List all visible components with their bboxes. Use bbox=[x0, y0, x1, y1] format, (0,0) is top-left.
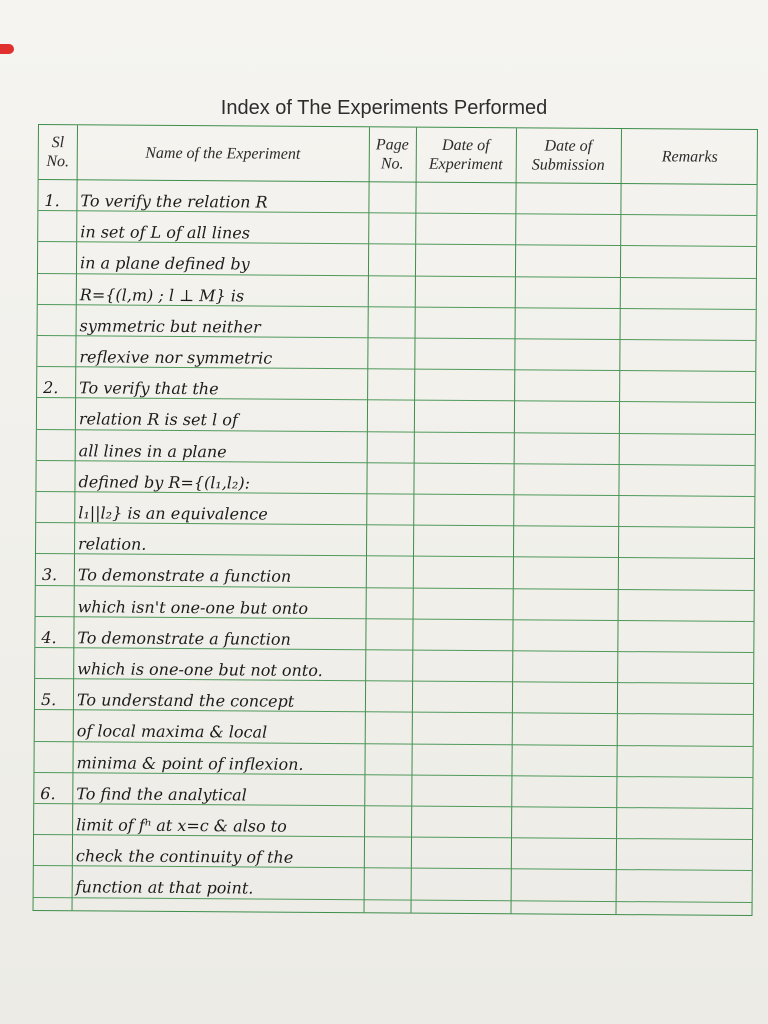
row-experiment-text: in set of L of all lines bbox=[80, 222, 251, 243]
row-sl-number: 1. bbox=[44, 191, 60, 211]
table-row bbox=[35, 678, 363, 711]
row-experiment-text: R={(l,m) ; l ⊥ M} is bbox=[79, 284, 245, 306]
header-remarks: Remarks bbox=[661, 147, 718, 166]
table-row bbox=[36, 460, 364, 493]
row-sl-number: 6. bbox=[40, 783, 56, 803]
row-sl-number: 3. bbox=[41, 565, 58, 585]
table-row bbox=[38, 210, 366, 243]
page-title: Index of The Experiments Performed bbox=[220, 97, 548, 119]
row-experiment-text: check the continuity of the bbox=[75, 846, 294, 867]
row-experiment-text: function at that point. bbox=[75, 877, 254, 898]
row-sl-number: 5. bbox=[40, 690, 57, 710]
column-rule bbox=[511, 128, 517, 913]
row-experiment-text: l₁||l₂} is an equivalence bbox=[78, 503, 268, 524]
row-experiment-text: of local maxima & local bbox=[76, 721, 268, 743]
row-experiment-text: in a plane defined by bbox=[79, 253, 250, 274]
column-rule bbox=[615, 129, 621, 914]
table-row bbox=[35, 709, 363, 742]
red-page-edge bbox=[0, 44, 14, 54]
row-sl-number: 4. bbox=[41, 627, 57, 647]
table-row bbox=[34, 741, 362, 774]
column-rule bbox=[411, 128, 417, 913]
row-experiment-text: all lines in a plane bbox=[78, 440, 227, 461]
table-row bbox=[36, 491, 364, 524]
row-rule bbox=[34, 897, 752, 903]
row-experiment-text: defined by R={(l₁,l₂): bbox=[78, 472, 251, 493]
row-experiment-text: minima & point of inflexion. bbox=[76, 752, 304, 774]
row-experiment-text: To demonstrate a function bbox=[77, 565, 292, 587]
table-row bbox=[34, 803, 362, 836]
row-experiment-text: reflexive nor symmetric bbox=[79, 347, 273, 368]
header-date-of-experiment: Date of Experiment bbox=[428, 136, 503, 174]
table-row bbox=[38, 273, 366, 306]
table-row bbox=[38, 304, 366, 337]
row-experiment-text: To verify the relation R bbox=[80, 191, 268, 212]
table-row bbox=[35, 647, 363, 680]
table-row bbox=[37, 429, 365, 462]
row-experiment-text: To understand the concept bbox=[76, 690, 295, 711]
table-row bbox=[36, 553, 364, 586]
row-experiment-text: relation R is set l of bbox=[78, 409, 238, 430]
table-row bbox=[37, 335, 365, 368]
table-row bbox=[36, 522, 364, 555]
header-page-no: Page No. bbox=[375, 136, 409, 173]
row-experiment-text: which is one-one but not onto. bbox=[77, 659, 323, 681]
table-row bbox=[38, 241, 366, 274]
table-row bbox=[37, 397, 365, 430]
table-row bbox=[37, 366, 365, 399]
row-experiment-text: limit of fⁿ at x=c & also to bbox=[76, 815, 287, 836]
header-sl-no: Sl No. bbox=[46, 134, 70, 171]
table-row bbox=[35, 616, 363, 649]
row-experiment-text: To verify that the bbox=[79, 378, 219, 399]
table-row bbox=[34, 834, 362, 867]
experiments-index-table bbox=[33, 124, 758, 916]
table-row bbox=[34, 865, 362, 898]
row-experiment-text: To demonstrate a function bbox=[77, 628, 291, 649]
row-experiment-text: symmetric but neither bbox=[79, 316, 261, 337]
row-experiment-text: To find the analytical bbox=[76, 784, 247, 805]
header-date-of-submission: Date of Submission bbox=[531, 137, 605, 174]
table-row bbox=[38, 179, 366, 212]
header-experiment-name: Name of the Experiment bbox=[145, 144, 301, 163]
table-row bbox=[36, 585, 364, 618]
row-sl-number: 2. bbox=[43, 378, 59, 398]
row-experiment-text: relation. bbox=[78, 534, 147, 554]
row-experiment-text: which isn't one-one but onto bbox=[77, 596, 309, 618]
table-row bbox=[34, 772, 362, 805]
